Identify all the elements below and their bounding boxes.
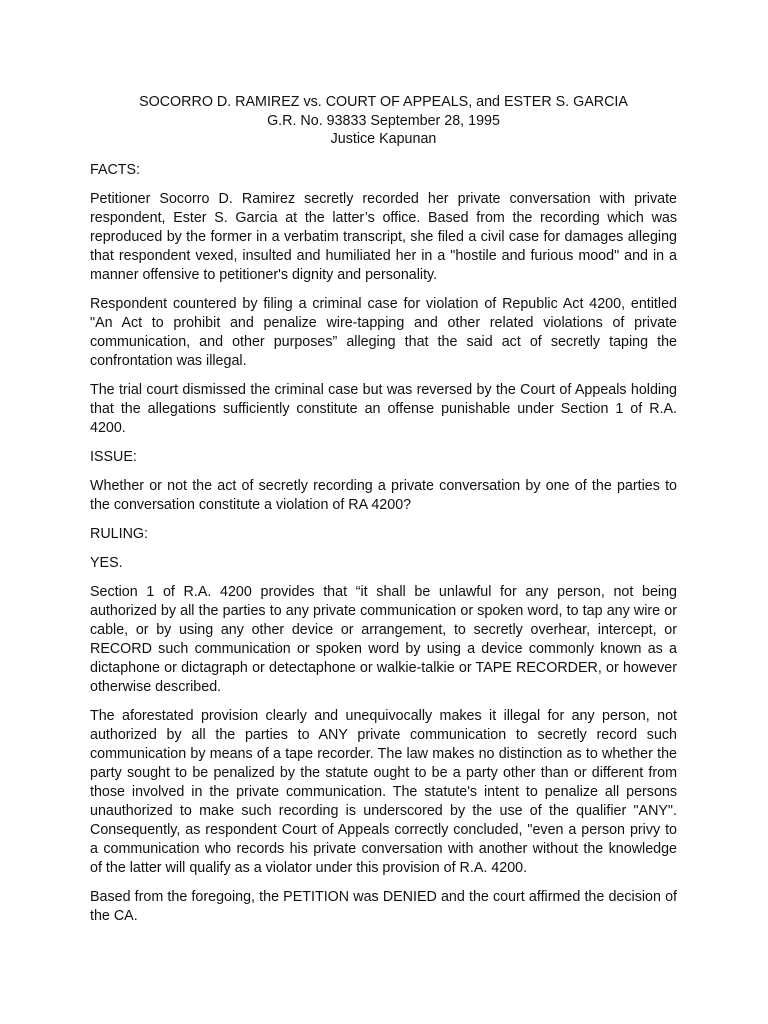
ruling-heading: RULING: <box>90 525 148 542</box>
case-title: SOCORRO D. RAMIREZ vs. COURT OF APPEALS, and ESTER S. GARCIA <box>139 94 628 110</box>
issue-heading: ISSUE: <box>90 448 137 465</box>
case-header <box>90 93 677 149</box>
facts-paragraph: Respondent countered by filing a criminal case for violation of Republic Act 4200, entitled "An Act to prohibit and penalize wire-tapping and other related violations of private communication, and other purposes” alleging that the said act of secretly taping the confrontation was illegal. <box>90 295 677 369</box>
ruling-paragraph: Section 1 of R.A. 4200 provides that “it shall be unlawful for any person, not being authorized by all the parties to any private communication or spoken word, to tap any wire or cable, or by using any other device or arrangement, to secretly overhear, intercept, or RECORD such communication or spoken word by using a device commonly known as a dictaphone or dictagraph or detectaphone or walkie-talkie or TAPE RECORDER, or however otherwise described. <box>90 583 677 695</box>
document-page <box>90 93 677 936</box>
ruling-answer: YES. <box>90 554 123 571</box>
ponente: Justice Kapunan <box>330 131 437 147</box>
case-citation: G.R. No. 93833 September 28, 1995 <box>267 112 500 129</box>
ruling-paragraph: The aforestated provision clearly and unequivocally makes it illegal for any person, not authorized by all the parties to ANY private communication to secretly record such communication by means of a tape recorder. The law makes no distinction as to whether the party sought to be penalized by the statute ought to be a party other than or different from those involved in the private communication. The statute's intent to penalize all persons unauthorized to make such recording is underscored by the use of the qualifier "ANY". Consequently, as respondent Court of Appeals correctly concluded, "even a person privy to a communication who records his private conversation with another without the knowledge of the latter will qualify as a violator under this provision of R.A. 4200. <box>90 707 677 876</box>
facts-paragraph: The trial court dismissed the criminal case but was reversed by the Court of Appeals holding that the allegations sufficiently constitute an offense punishable under Section 1 of R.A. 4200. <box>90 381 677 436</box>
facts-paragraph: Petitioner Socorro D. Ramirez secretly recorded her private conversation with private respondent, Ester S. Garcia at the latter’s office. Based from the recording which was reproduced by the former in a verbatim transcript, she filed a civil case for damages alleging that respondent vexed, insulted and humiliated her in a "hostile and furious mood" and in a manner offensive to petitioner's dignity and personality. <box>90 190 677 283</box>
issue-text: Whether or not the act of secretly recording a private conversation by one of the parties to the conversation constitute a violation of RA 4200? <box>90 477 677 513</box>
ruling-paragraph: Based from the foregoing, the PETITION was DENIED and the court affirmed the decision of the CA. <box>90 888 677 924</box>
facts-heading: FACTS: <box>90 161 141 178</box>
